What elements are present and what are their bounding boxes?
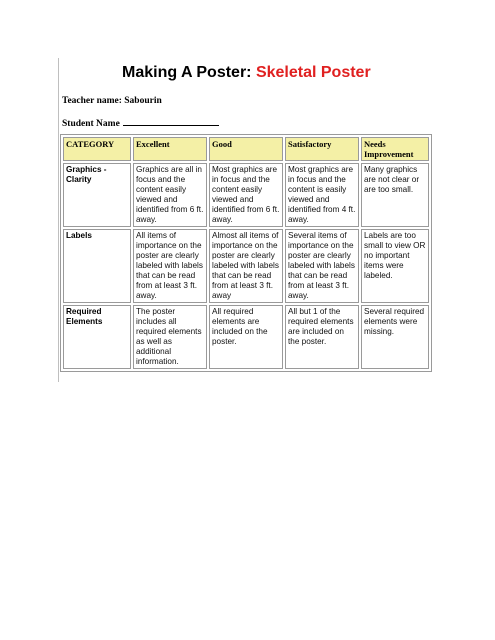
header-good: Good [209,137,283,161]
table-row [63,163,429,227]
student-name-label: Student Name [62,119,120,129]
table-cell: The poster includes all required elements as well as additional information. [133,305,207,369]
student-name-blank-line [123,116,219,126]
student-name-field [62,116,219,129]
table-cell: Several required elements were missing. [361,305,429,369]
row-category: Required Elements [63,305,131,369]
table-row [63,305,429,369]
table-row [63,229,429,303]
teacher-name: Teacher name: Sabourin [62,96,162,106]
table-cell: All but 1 of the required elements are included on the poster. [285,305,359,369]
title-prefix: Making A Poster: [122,64,256,81]
left-margin-rule [58,58,59,382]
table-cell: Labels are too small to view OR no important items were labeled. [361,229,429,303]
table-cell: Most graphics are in focus and the content is easily viewed and identified from 4 ft. away. [285,163,359,227]
table-cell: Many graphics are not clear or are too small. [361,163,429,227]
page-title [122,64,371,82]
table-cell: All items of importance on the poster are clearly labeled with labels that can be read from at least 3 ft. away. [133,229,207,303]
row-category: Graphics - Clarity [63,163,131,227]
row-category: Labels [63,229,131,303]
title-highlight: Skeletal Poster [255,64,371,81]
header-excellent: Excellent [133,137,207,161]
table-cell: Several items of importance on the poster are clearly labeled with labels that can be read from at least 3 ft. away. [285,229,359,303]
header-category: CATEGORY [63,137,131,161]
rubric-table [60,134,432,372]
table-cell: Graphics are all in focus and the content easily viewed and identified from 6 ft. away. [133,163,207,227]
header-needs-improvement: Needs Improvement [361,137,429,161]
table-cell: Almost all items of importance on the poster are clearly labeled with labels that can be read from at least 3 ft. away [209,229,283,303]
rubric-header-row [63,137,429,161]
table-cell: All required elements are included on the poster. [209,305,283,369]
table-cell: Most graphics are in focus and the content easily viewed and identified from 6 ft. away. [209,163,283,227]
header-satisfactory: Satisfactory [285,137,359,161]
